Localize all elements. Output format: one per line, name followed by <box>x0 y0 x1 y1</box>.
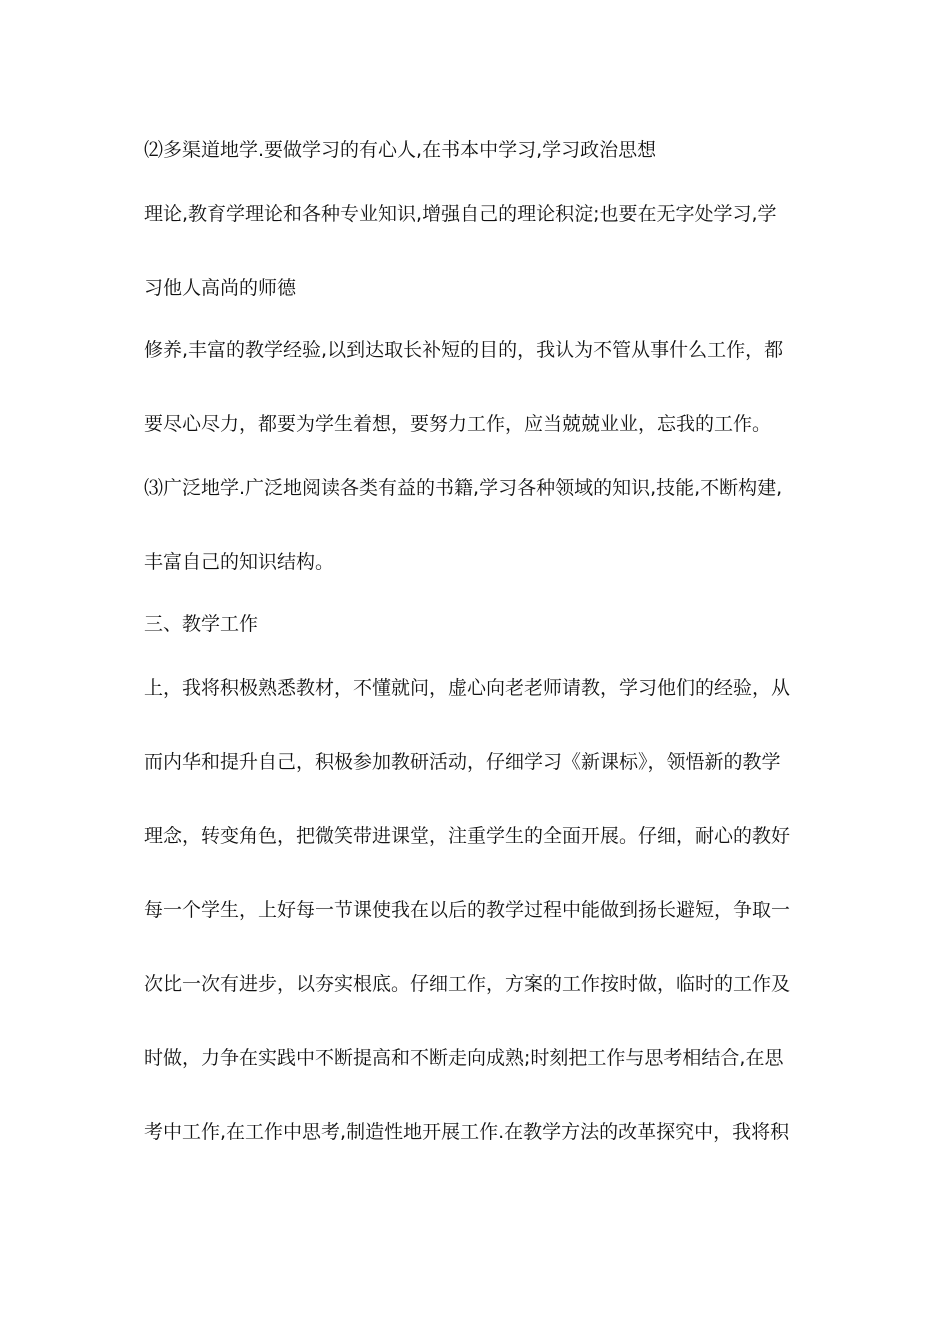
text-line: 时做，力争在实践中不断提高和不断走向成熟;时刻把工作与思考相结合,在思 <box>144 1047 784 1069</box>
text-line: 理念，转变角色，把微笑带进课堂，注重学生的全面开展。仔细，耐心的教好 <box>144 825 791 847</box>
text-line: 修养,丰富的教学经验,以到达取长补短的目的，我认为不管从事什么工作，都 <box>144 339 784 361</box>
text-line: 每一个学生，上好每一节课使我在以后的教学过程中能做到扬长避短，争取一 <box>144 899 791 921</box>
text-line: 丰富自己的知识结构。 <box>144 551 335 573</box>
text-line: ⑵多渠道地学.要做学习的有心人,在书本中学习,学习政治思想 <box>144 139 657 161</box>
text-line: 要尽心尽力，都要为学生着想，要努力工作，应当兢兢业业，忘我的工作。 <box>144 413 772 435</box>
text-line: 而内华和提升自己，积极参加教研活动，仔细学习《新课标》，领悟新的教学 <box>144 751 781 773</box>
text-line: 次比一次有进步，以夯实根底。仔细工作，方案的工作按时做，临时的工作及 <box>144 973 791 995</box>
text-line: 理论,教育学理论和各种专业知识,增强自己的理论积淀;也要在无字处学习,学 <box>144 203 777 225</box>
text-line: 考中工作,在工作中思考,制造性地开展工作.在教学方法的改革探究中，我将积 <box>144 1121 790 1143</box>
text-line: 上，我将积极熟悉教材，不懂就问，虚心向老老师请教，学习他们的经验，从 <box>144 677 791 699</box>
section-heading: 三、教学工作 <box>144 613 259 635</box>
text-line: 习他人高尚的师德 <box>144 277 297 299</box>
text-line: ⑶广泛地学.广泛地阅读各类有益的书籍,学习各种领域的知识,技能,不断构建, <box>144 477 783 499</box>
